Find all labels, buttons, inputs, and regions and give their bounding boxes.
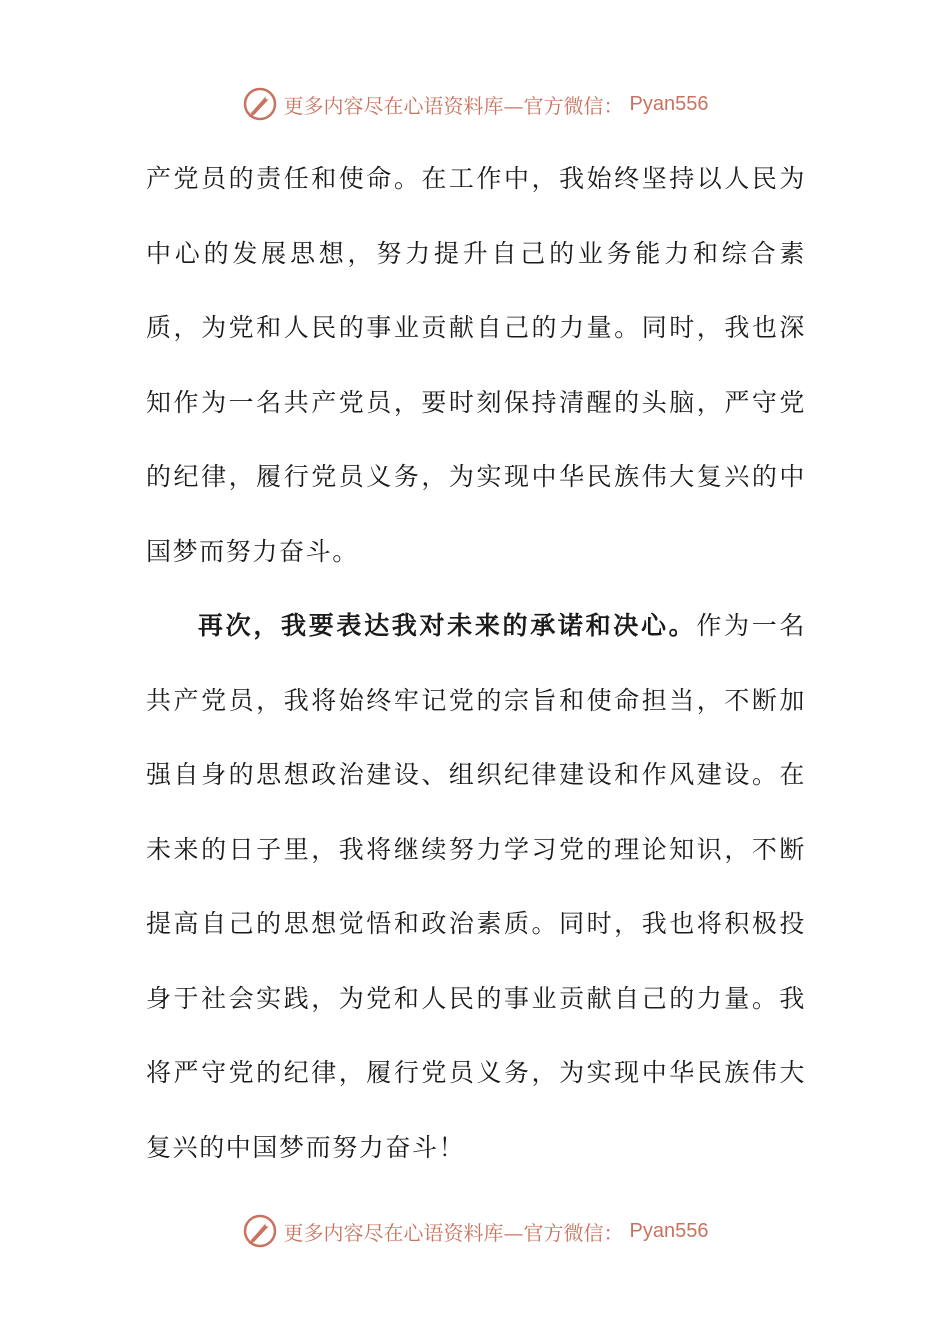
paragraph-2-body: 作为一名共产党员，我将始终牢记党的宗旨和使命担当，不断加强自身的思想政治建设、组织纪律建设和作风建设。在未来的日子里，我将继续努力学习党的理论知识，不断提高自己的思想觉悟和政治素质。同时，我也将积极投身于社会实践，为党和人民的事业贡献自己的力量。我将严守党的纪律，履行党员义务，为实现中华民族伟大复兴的中国梦而努力奋斗！ bbox=[146, 611, 806, 1162]
footer-wechat-id: Pyan556 bbox=[629, 1219, 709, 1242]
footer-text: 更多内容尽在心语资料库—官方微信： bbox=[283, 1220, 624, 1245]
paragraph-2-lead: 再次，我要表达我对未来的承诺和决心。 bbox=[198, 611, 697, 640]
header-wechat-id: Pyan556 bbox=[629, 92, 709, 115]
paragraph-1: 产党员的责任和使命。在工作中，我始终坚持以人民为中心的发展思想，努力提升自己的业务能力和综合素质，为党和人民的事业贡献自己的力量。同时，我也深知作为一名共产党员，要时刻保持清醒的头脑，严守党的纪律，履行党员义务，为实现中华民族伟大复兴的中国梦而努力奋斗。 bbox=[146, 164, 806, 566]
document-body bbox=[146, 142, 806, 1185]
header-text: 更多内容尽在心语资料库—官方微信： bbox=[283, 93, 624, 118]
header-banner bbox=[0, 84, 950, 124]
pen-logo-icon bbox=[242, 1213, 278, 1249]
paragraph-2 bbox=[146, 589, 806, 1185]
footer-banner bbox=[0, 1211, 950, 1251]
pen-logo-icon bbox=[242, 86, 278, 122]
